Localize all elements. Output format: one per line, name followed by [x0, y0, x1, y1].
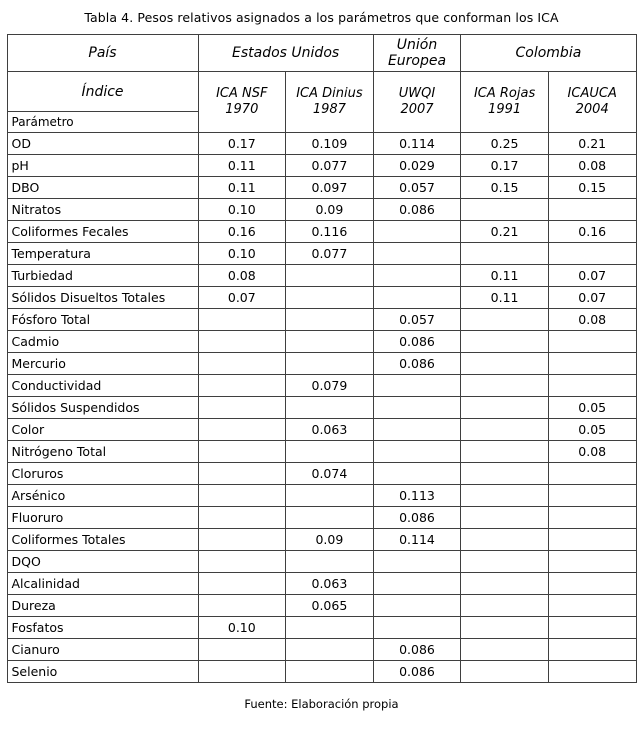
weight-value-cell — [461, 309, 549, 331]
index-col-ica-dinius — [286, 72, 374, 133]
weight-value-cell: 0.079 — [286, 375, 374, 397]
weight-value-cell: 0.05 — [548, 419, 636, 441]
weight-value-cell: 0.11 — [461, 265, 549, 287]
index-year: 1991 — [488, 102, 522, 117]
weight-value-cell — [461, 441, 549, 463]
table-row — [7, 551, 636, 573]
weight-value-cell: 0.077 — [286, 243, 374, 265]
weight-value-cell — [286, 617, 374, 639]
weight-value-cell — [198, 551, 286, 573]
weight-value-cell — [286, 507, 374, 529]
weight-value-cell — [373, 595, 461, 617]
weight-value-cell — [548, 243, 636, 265]
index-name: ICA Dinius — [296, 86, 363, 101]
table-row — [7, 331, 636, 353]
weight-value-cell: 0.109 — [286, 133, 374, 155]
weight-value-cell: 0.11 — [198, 177, 286, 199]
weight-value-cell: 0.16 — [548, 221, 636, 243]
weight-value-cell — [373, 243, 461, 265]
weight-value-cell — [548, 639, 636, 661]
weight-value-cell: 0.05 — [548, 397, 636, 419]
weight-value-cell: 0.10 — [198, 199, 286, 221]
weight-value-cell: 0.10 — [198, 243, 286, 265]
parameter-cell: Coliformes Totales — [7, 529, 198, 551]
weight-value-cell — [548, 375, 636, 397]
weight-value-cell: 0.063 — [286, 419, 374, 441]
weight-value-cell — [373, 617, 461, 639]
table-row — [7, 419, 636, 441]
weight-value-cell — [548, 661, 636, 683]
index-col-ica-rojas — [461, 72, 549, 133]
weight-value-cell — [198, 397, 286, 419]
weight-value-cell: 0.077 — [286, 155, 374, 177]
table-body — [7, 133, 636, 683]
weight-value-cell — [461, 353, 549, 375]
table-row — [7, 639, 636, 661]
weight-value-cell — [373, 441, 461, 463]
weight-value-cell: 0.065 — [286, 595, 374, 617]
parameter-cell: pH — [7, 155, 198, 177]
table-row — [7, 155, 636, 177]
parameter-cell: Turbiedad — [7, 265, 198, 287]
weight-value-cell: 0.08 — [548, 155, 636, 177]
weight-value-cell: 0.11 — [198, 155, 286, 177]
weight-value-cell — [198, 485, 286, 507]
country-group-eu: Unión Europea — [373, 35, 461, 72]
source-note: Fuente: Elaboración propia — [244, 697, 399, 711]
weight-value-cell — [286, 353, 374, 375]
parameter-cell: Fosfatos — [7, 617, 198, 639]
weight-value-cell — [198, 639, 286, 661]
weight-value-cell — [198, 661, 286, 683]
index-name: ICA NSF — [216, 86, 268, 101]
weight-value-cell: 0.086 — [373, 507, 461, 529]
weight-value-cell: 0.07 — [548, 265, 636, 287]
parameter-cell: Temperatura — [7, 243, 198, 265]
weight-value-cell: 0.057 — [373, 177, 461, 199]
weight-value-cell — [373, 573, 461, 595]
weight-value-cell: 0.08 — [198, 265, 286, 287]
table-row — [7, 595, 636, 617]
weight-value-cell — [286, 265, 374, 287]
weight-value-cell: 0.08 — [548, 309, 636, 331]
weight-value-cell — [461, 639, 549, 661]
weight-value-cell — [373, 265, 461, 287]
parameter-cell: Cadmio — [7, 331, 198, 353]
weight-value-cell: 0.086 — [373, 331, 461, 353]
weight-value-cell — [548, 331, 636, 353]
index-col-uwqi — [373, 72, 461, 133]
weight-value-cell — [461, 661, 549, 683]
table-row — [7, 507, 636, 529]
index-year: 2007 — [400, 102, 434, 117]
weight-value-cell — [461, 595, 549, 617]
weight-value-cell — [461, 331, 549, 353]
weight-value-cell — [461, 463, 549, 485]
weight-value-cell — [286, 309, 374, 331]
parameter-cell: Fósforo Total — [7, 309, 198, 331]
weight-value-cell: 0.17 — [198, 133, 286, 155]
weight-value-cell — [198, 595, 286, 617]
weight-value-cell: 0.17 — [461, 155, 549, 177]
weight-value-cell: 0.057 — [373, 309, 461, 331]
weight-value-cell — [373, 419, 461, 441]
weight-value-cell — [548, 617, 636, 639]
parameter-cell: Conductividad — [7, 375, 198, 397]
table-row — [7, 243, 636, 265]
weight-value-cell: 0.116 — [286, 221, 374, 243]
weight-value-cell — [373, 463, 461, 485]
weight-value-cell — [198, 375, 286, 397]
table-row — [7, 463, 636, 485]
weight-value-cell — [198, 463, 286, 485]
weight-value-cell — [198, 441, 286, 463]
parameter-cell: Color — [7, 419, 198, 441]
table-row — [7, 441, 636, 463]
weight-value-cell: 0.097 — [286, 177, 374, 199]
index-header-row — [7, 72, 636, 112]
weight-value-cell — [198, 353, 286, 375]
table-row — [7, 221, 636, 243]
index-label-cell: Índice — [7, 72, 198, 112]
weight-value-cell — [461, 507, 549, 529]
weight-value-cell: 0.074 — [286, 463, 374, 485]
weight-value-cell — [286, 397, 374, 419]
weight-value-cell: 0.063 — [286, 573, 374, 595]
weight-value-cell: 0.21 — [461, 221, 549, 243]
parameter-cell: Cloruros — [7, 463, 198, 485]
weight-value-cell: 0.11 — [461, 287, 549, 309]
weight-value-cell: 0.09 — [286, 529, 374, 551]
parameter-label-cell: Parámetro — [7, 112, 198, 133]
table-row — [7, 309, 636, 331]
weight-value-cell: 0.25 — [461, 133, 549, 155]
weight-value-cell: 0.08 — [548, 441, 636, 463]
weight-value-cell — [373, 551, 461, 573]
table-row — [7, 375, 636, 397]
table-row — [7, 485, 636, 507]
table-row — [7, 573, 636, 595]
table-row — [7, 133, 636, 155]
weight-value-cell — [198, 573, 286, 595]
table-row — [7, 529, 636, 551]
weight-value-cell: 0.114 — [373, 529, 461, 551]
weight-value-cell: 0.09 — [286, 199, 374, 221]
parameter-cell: Arsénico — [7, 485, 198, 507]
table-row — [7, 617, 636, 639]
parameter-cell: Sólidos Disueltos Totales — [7, 287, 198, 309]
country-header-row — [7, 35, 636, 72]
weight-value-cell: 0.07 — [198, 287, 286, 309]
weight-value-cell: 0.086 — [373, 199, 461, 221]
index-name: ICAUCA — [567, 86, 617, 101]
parameter-cell: Selenio — [7, 661, 198, 683]
index-year: 2004 — [575, 102, 609, 117]
weight-value-cell — [198, 529, 286, 551]
parameter-cell: DQO — [7, 551, 198, 573]
weight-value-cell — [548, 507, 636, 529]
weight-value-cell — [461, 617, 549, 639]
index-col-ica-nsf — [198, 72, 286, 133]
weight-value-cell — [198, 331, 286, 353]
weight-value-cell — [548, 529, 636, 551]
weight-value-cell — [286, 485, 374, 507]
index-col-icauca — [548, 72, 636, 133]
weight-value-cell — [286, 661, 374, 683]
country-label-cell: País — [7, 35, 198, 72]
weight-value-cell — [198, 309, 286, 331]
weight-value-cell — [548, 595, 636, 617]
weight-value-cell: 0.15 — [461, 177, 549, 199]
weight-value-cell: 0.114 — [373, 133, 461, 155]
weight-value-cell — [461, 397, 549, 419]
parameter-cell: Fluoruro — [7, 507, 198, 529]
weight-value-cell: 0.086 — [373, 661, 461, 683]
weight-value-cell: 0.21 — [548, 133, 636, 155]
weight-value-cell — [548, 485, 636, 507]
weight-value-cell — [286, 287, 374, 309]
parameter-cell: Sólidos Suspendidos — [7, 397, 198, 419]
table-row — [7, 265, 636, 287]
weight-value-cell: 0.10 — [198, 617, 286, 639]
weight-value-cell — [461, 243, 549, 265]
weight-value-cell — [548, 551, 636, 573]
weight-value-cell — [461, 573, 549, 595]
table-row — [7, 661, 636, 683]
weight-value-cell — [198, 419, 286, 441]
weight-value-cell — [461, 551, 549, 573]
weight-value-cell — [548, 199, 636, 221]
weight-value-cell — [286, 551, 374, 573]
weight-value-cell — [286, 639, 374, 661]
weight-value-cell: 0.07 — [548, 287, 636, 309]
table-row — [7, 397, 636, 419]
weight-value-cell — [461, 419, 549, 441]
country-group-usa: Estados Unidos — [198, 35, 373, 72]
weight-value-cell — [373, 287, 461, 309]
weight-value-cell — [373, 375, 461, 397]
weight-value-cell — [373, 221, 461, 243]
parameter-cell: Alcalinidad — [7, 573, 198, 595]
weight-value-cell — [198, 507, 286, 529]
weight-value-cell — [373, 397, 461, 419]
parameter-cell: OD — [7, 133, 198, 155]
parameter-cell: Cianuro — [7, 639, 198, 661]
parameter-cell: DBO — [7, 177, 198, 199]
weight-value-cell: 0.086 — [373, 353, 461, 375]
ica-weights-table — [7, 34, 637, 683]
weight-value-cell: 0.113 — [373, 485, 461, 507]
weight-value-cell — [286, 331, 374, 353]
weight-value-cell: 0.029 — [373, 155, 461, 177]
weight-value-cell — [461, 375, 549, 397]
weight-value-cell: 0.15 — [548, 177, 636, 199]
weight-value-cell — [461, 485, 549, 507]
table-row — [7, 287, 636, 309]
weight-value-cell — [461, 199, 549, 221]
weight-value-cell — [548, 353, 636, 375]
weight-value-cell: 0.086 — [373, 639, 461, 661]
index-name: ICA Rojas — [473, 86, 536, 101]
index-name: UWQI — [398, 86, 436, 101]
weight-value-cell — [286, 441, 374, 463]
parameter-cell: Nitratos — [7, 199, 198, 221]
weight-value-cell — [461, 529, 549, 551]
country-group-colombia: Colombia — [461, 35, 636, 72]
table-row — [7, 353, 636, 375]
index-year: 1987 — [312, 102, 346, 117]
table-row — [7, 199, 636, 221]
parameter-cell: Dureza — [7, 595, 198, 617]
parameter-cell: Nitrógeno Total — [7, 441, 198, 463]
parameter-cell: Coliformes Fecales — [7, 221, 198, 243]
weight-value-cell: 0.16 — [198, 221, 286, 243]
weight-value-cell — [548, 573, 636, 595]
table-row — [7, 177, 636, 199]
table-caption: Tabla 4. Pesos relativos asignados a los parámetros que conforman los ICA — [84, 10, 559, 25]
index-year: 1970 — [225, 102, 259, 117]
weight-value-cell — [548, 463, 636, 485]
parameter-cell: Mercurio — [7, 353, 198, 375]
